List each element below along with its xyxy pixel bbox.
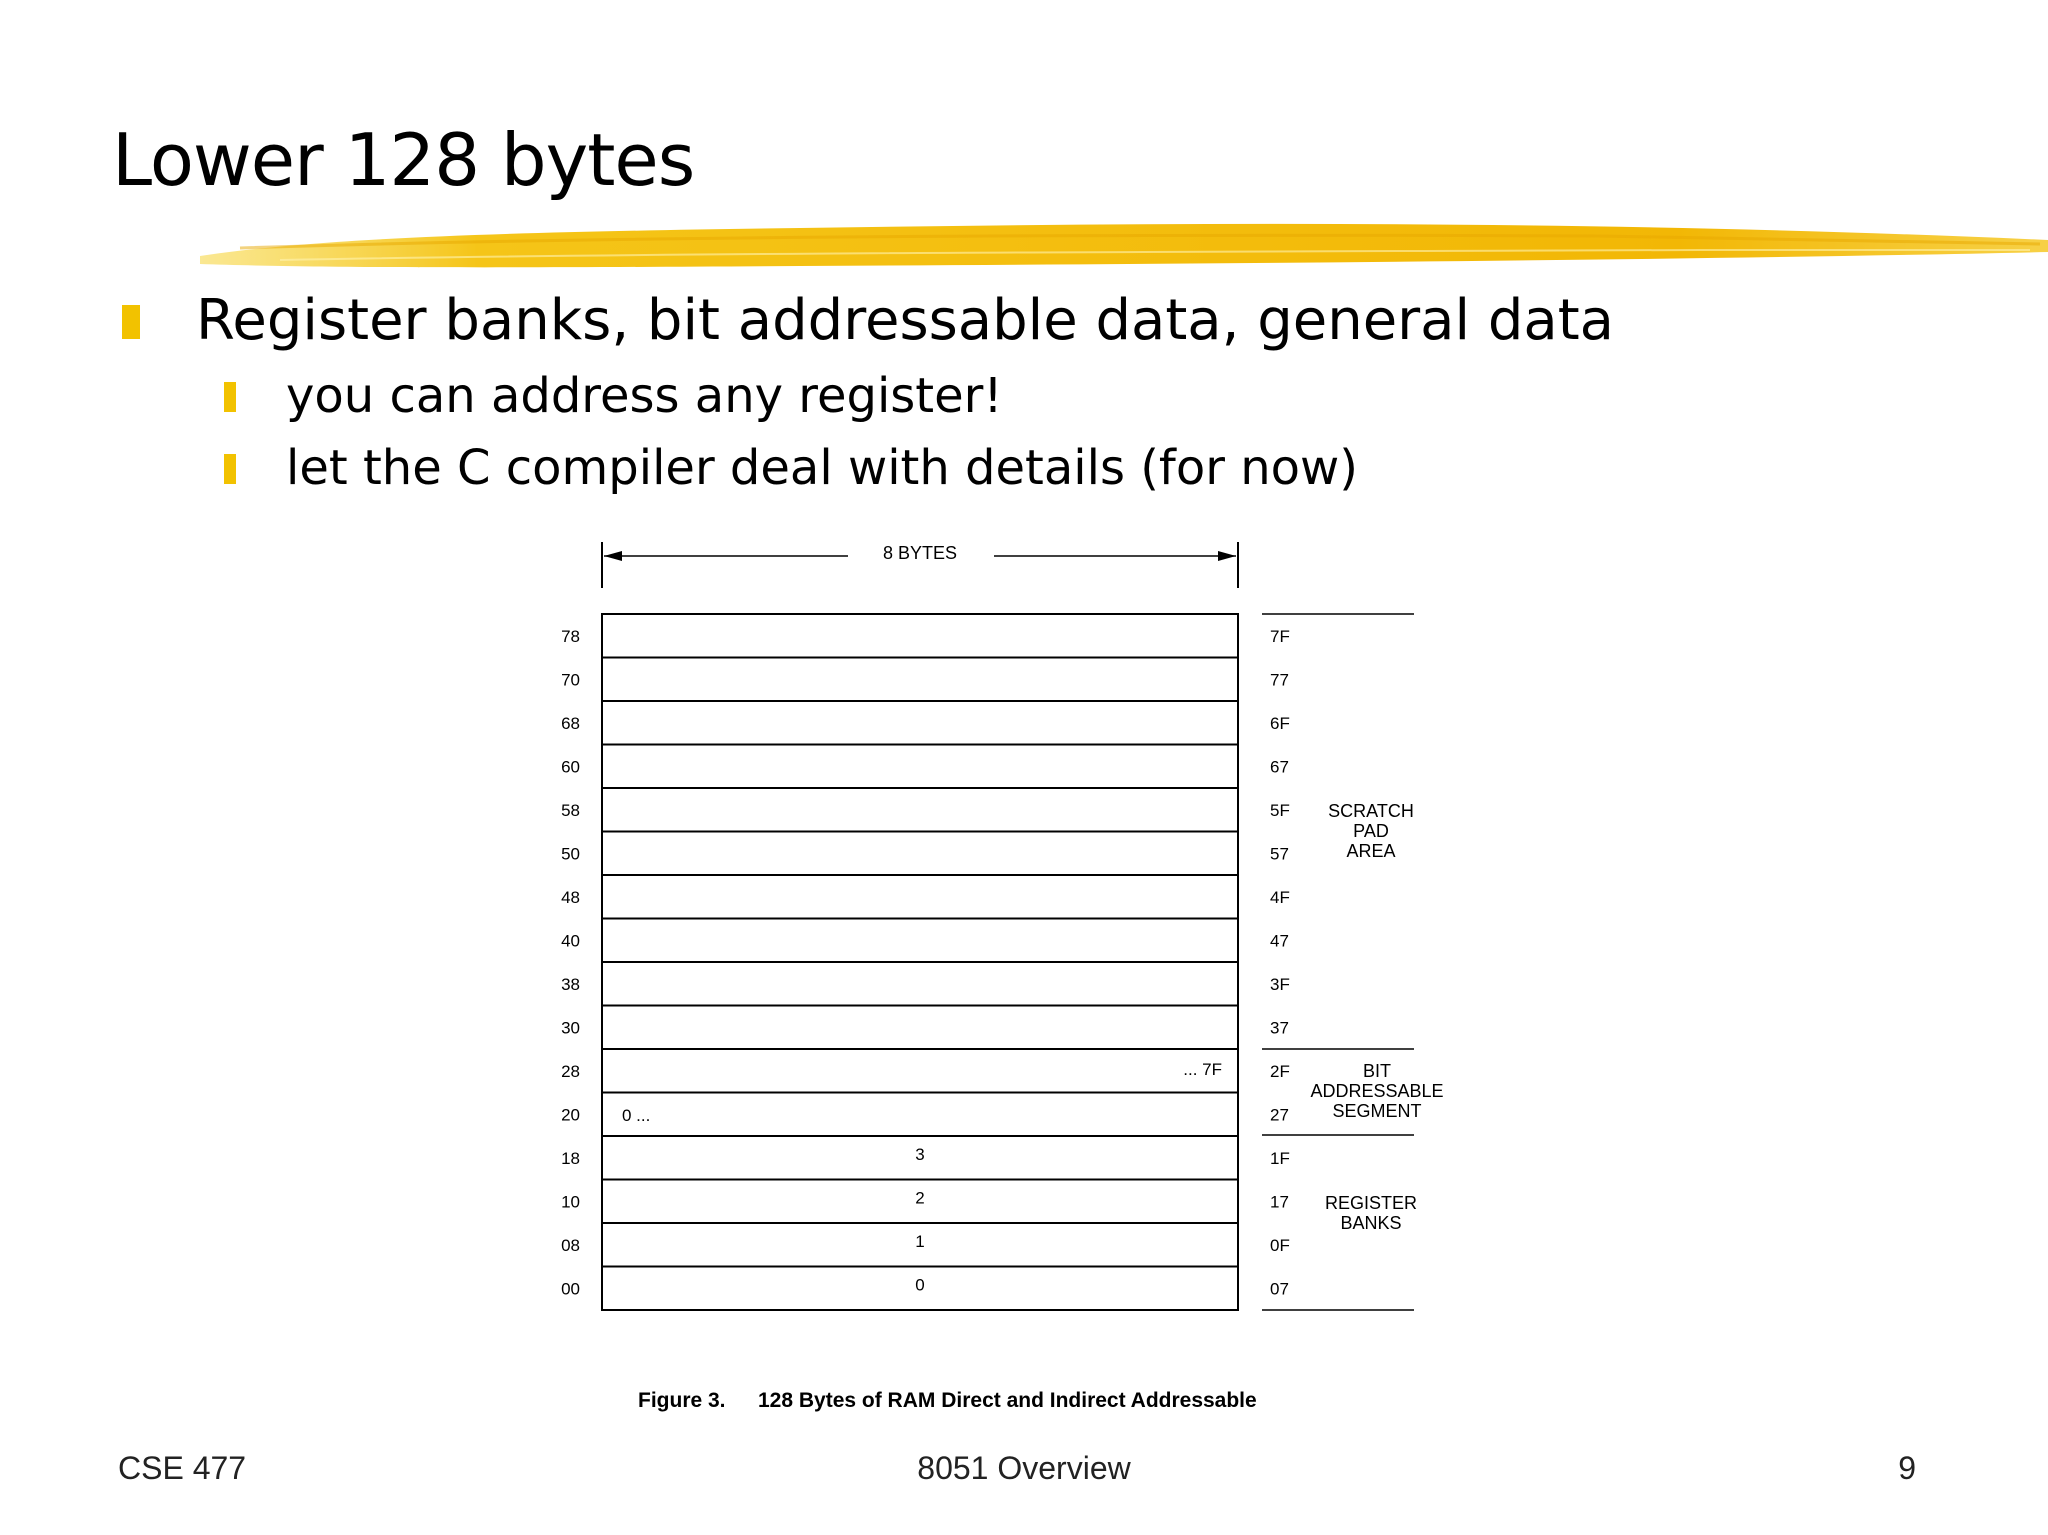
right-address-label: 77: [1270, 670, 1289, 690]
right-address-label: 0F: [1270, 1235, 1290, 1255]
memory-row: [602, 788, 1238, 832]
register-banks-label: [1325, 1193, 1417, 1233]
bullet-level2: [224, 368, 1003, 424]
register-bank-number: 2: [915, 1188, 925, 1208]
left-address-label: 40: [561, 931, 580, 951]
left-address-label: 68: [561, 713, 580, 733]
right-address-label: 37: [1270, 1018, 1289, 1038]
bit-addressable-line: BIT: [1362, 1061, 1392, 1081]
left-address-label: 50: [561, 844, 580, 864]
bullet-text: let the C compiler deal with details (for now): [286, 440, 1358, 496]
arrowhead-left: [604, 551, 622, 561]
bit-segment-start-label: 0 ...: [622, 1106, 651, 1125]
memory-row: [602, 919, 1238, 963]
right-address-label: 7F: [1270, 626, 1290, 646]
left-address-label: 30: [561, 1018, 580, 1038]
left-address-label: 08: [561, 1235, 580, 1255]
bullet-marker: [224, 454, 236, 484]
footer-course: CSE 477: [118, 1450, 247, 1486]
bit-addressable-label: [1310, 1061, 1443, 1121]
ram-memory-map-diagram: [520, 530, 1520, 1420]
memory-row: [602, 875, 1238, 919]
memory-row: [602, 962, 1238, 1006]
right-address-label: 2F: [1270, 1061, 1290, 1081]
scratch-pad-line: AREA: [1346, 841, 1396, 861]
footer-page-number: 9: [1898, 1450, 1916, 1486]
memory-row: [602, 614, 1238, 658]
bullet-text: Register banks, bit addressable data, general data: [196, 288, 1614, 353]
bullet-marker: [122, 305, 140, 339]
memory-row: [602, 1006, 1238, 1050]
right-address-label: 47: [1270, 931, 1289, 951]
bullet-level2: [224, 440, 1358, 496]
right-address-label: 4F: [1270, 887, 1290, 907]
right-address-label: 67: [1270, 757, 1289, 777]
bullet-text: you can address any register!: [286, 368, 1003, 424]
right-address-label: 6F: [1270, 713, 1290, 733]
left-address-label: 48: [561, 887, 580, 907]
left-address-label: 18: [561, 1148, 580, 1168]
bullet-level1: [122, 288, 1614, 353]
memory-row: [602, 658, 1238, 702]
left-address-label: 20: [561, 1105, 580, 1125]
register-banks-line: BANKS: [1340, 1213, 1402, 1233]
memory-row: [602, 832, 1238, 876]
memory-row: [602, 701, 1238, 745]
scratch-pad-line: PAD: [1353, 821, 1389, 841]
right-address-label: 57: [1270, 844, 1289, 864]
bit-addressable-line: SEGMENT: [1332, 1101, 1422, 1121]
register-banks-line: REGISTER: [1324, 1193, 1418, 1213]
right-address-label: 27: [1270, 1105, 1289, 1125]
width-label: 8 BYTES: [882, 543, 958, 563]
scratch-pad-line: SCRATCH: [1328, 801, 1414, 821]
figure-caption-number: Figure 3.: [638, 1389, 726, 1412]
bit-segment-end-label: ... 7F: [1183, 1060, 1222, 1079]
yellow-brush-underline: [200, 208, 2048, 278]
register-bank-number: 1: [915, 1231, 925, 1251]
memory-row: [602, 1049, 1238, 1093]
left-address-label: 28: [561, 1061, 580, 1081]
arrowhead-right: [1218, 551, 1236, 561]
right-address-label: 1F: [1270, 1148, 1290, 1168]
register-bank-number: 0: [915, 1275, 925, 1295]
bit-addressable-line: ADDRESSABLE: [1310, 1081, 1444, 1101]
left-address-label: 00: [561, 1279, 580, 1299]
left-address-label: 70: [561, 670, 580, 690]
memory-row: [602, 1093, 1238, 1137]
left-address-label: 60: [561, 757, 580, 777]
scratch-pad-label: [1328, 801, 1414, 861]
memory-row: [602, 745, 1238, 789]
left-address-label: 58: [561, 800, 580, 820]
footer-topic: 8051 Overview: [917, 1450, 1131, 1486]
slide-title: Lower 128 bytes: [112, 118, 695, 202]
register-bank-number: 3: [915, 1144, 925, 1164]
right-address-label: 5F: [1270, 800, 1290, 820]
left-address-label: 38: [561, 974, 580, 994]
figure-caption-text: 128 Bytes of RAM Direct and Indirect Addressable: [758, 1389, 1257, 1412]
right-address-label: 17: [1270, 1192, 1289, 1212]
left-address-label: 10: [561, 1192, 580, 1212]
bullet-marker: [224, 382, 236, 412]
right-address-label: 07: [1270, 1279, 1289, 1299]
right-address-label: 3F: [1270, 974, 1290, 994]
left-address-label: 78: [561, 626, 580, 646]
